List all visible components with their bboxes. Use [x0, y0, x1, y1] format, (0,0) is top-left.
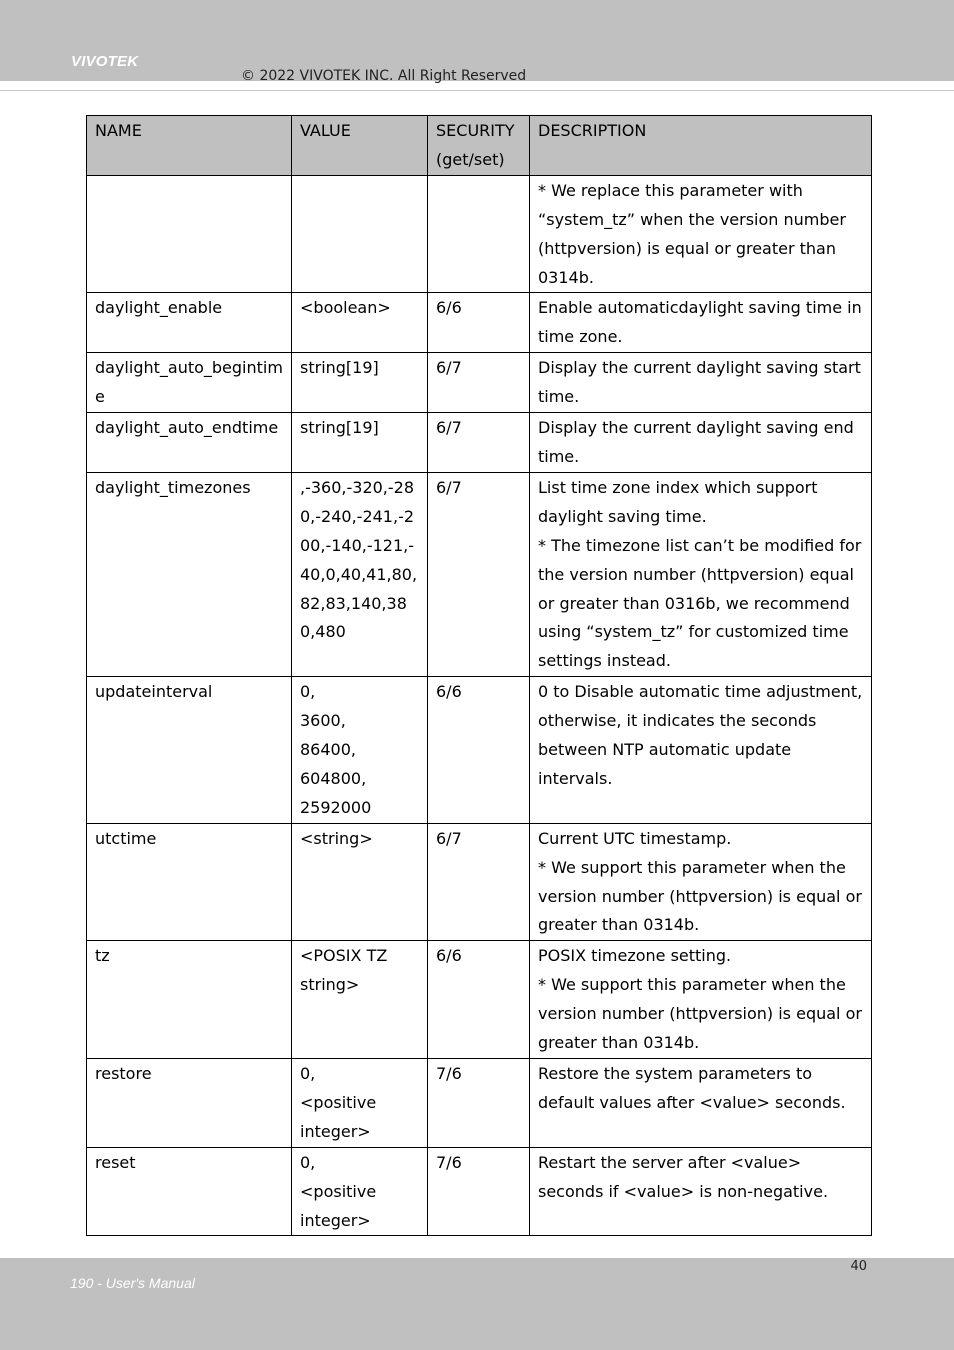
param-description: Display the current daylight saving end time. [530, 413, 872, 473]
param-security: 6/6 [428, 677, 530, 824]
param-description: * We replace this parameter with “system_tz” when the version number (httpversion) is equal or greater than 0314b. [530, 175, 872, 293]
table-row [87, 677, 872, 824]
table-row [87, 472, 872, 676]
table-row [87, 175, 872, 293]
param-name: utctime [87, 823, 292, 941]
param-name: reset [87, 1147, 292, 1236]
table-row [87, 353, 872, 413]
table-row [87, 413, 872, 473]
param-description: Enable automaticdaylight saving time in time zone. [530, 293, 872, 353]
column-header-name: NAME [87, 116, 292, 176]
param-security: 6/6 [428, 941, 530, 1059]
param-name [87, 175, 292, 293]
table-row [87, 293, 872, 353]
table-header-row [87, 116, 872, 176]
param-security: 7/6 [428, 1147, 530, 1236]
param-security: 6/7 [428, 472, 530, 676]
header-rule [0, 90, 954, 91]
param-description: POSIX timezone setting. * We support this parameter when the version number (httpversion) is equal or greater than 0314b. [530, 941, 872, 1059]
param-name: updateinterval [87, 677, 292, 824]
table-row [87, 1059, 872, 1148]
manual-page-label: 190 - User's Manual [70, 1275, 195, 1291]
param-security: 6/7 [428, 823, 530, 941]
parameter-table [86, 115, 872, 1236]
param-value: string[19] [292, 413, 428, 473]
param-security: 6/6 [428, 293, 530, 353]
param-name: tz [87, 941, 292, 1059]
table-row [87, 1147, 872, 1236]
param-description: List time zone index which support daylight saving time. * The timezone list can’t be modified for the version number (httpversion) equal or greater than 0316b, we recommend using “system_tz” for customized time settings instead. [530, 472, 872, 676]
page-number: 40 [850, 1259, 867, 1274]
param-value: string[19] [292, 353, 428, 413]
param-value: <POSIX TZ string> [292, 941, 428, 1059]
param-description: Restore the system parameters to default values after <value> seconds. [530, 1059, 872, 1148]
param-name: daylight_auto_begintime [87, 353, 292, 413]
param-name: daylight_enable [87, 293, 292, 353]
param-description: 0 to Disable automatic time adjustment, otherwise, it indicates the seconds between NTP automatic update intervals. [530, 677, 872, 824]
param-security: 7/6 [428, 1059, 530, 1148]
param-value: 0, <positive integer> [292, 1059, 428, 1148]
footer-band [0, 1258, 954, 1350]
param-security: 6/7 [428, 353, 530, 413]
param-value: 0, 3600, 86400, 604800, 2592000 [292, 677, 428, 824]
brand-logo: VIVOTEK [71, 53, 139, 70]
copyright-text: © 2022 VIVOTEK INC. All Right Reserved [241, 68, 527, 84]
column-header-security: SECURITY (get/set) [428, 116, 530, 176]
param-value: <string> [292, 823, 428, 941]
param-security [428, 175, 530, 293]
param-value: <boolean> [292, 293, 428, 353]
param-value [292, 175, 428, 293]
table-row [87, 823, 872, 941]
column-header-description: DESCRIPTION [530, 116, 872, 176]
param-value: 0, <positive integer> [292, 1147, 428, 1236]
param-security: 6/7 [428, 413, 530, 473]
param-name: daylight_timezones [87, 472, 292, 676]
param-description: Display the current daylight saving start time. [530, 353, 872, 413]
param-description: Restart the server after <value> seconds if <value> is non-negative. [530, 1147, 872, 1236]
param-name: daylight_auto_endtime [87, 413, 292, 473]
table-row [87, 941, 872, 1059]
param-name: restore [87, 1059, 292, 1148]
column-header-value: VALUE [292, 116, 428, 176]
param-value: ,-360,-320,-280,-240,-241,-200,-140,-121,-40,0,40,41,80,82,83,140,380,480 [292, 472, 428, 676]
param-description: Current UTC timestamp. * We support this parameter when the version number (httpversion) is equal or greater than 0314b. [530, 823, 872, 941]
